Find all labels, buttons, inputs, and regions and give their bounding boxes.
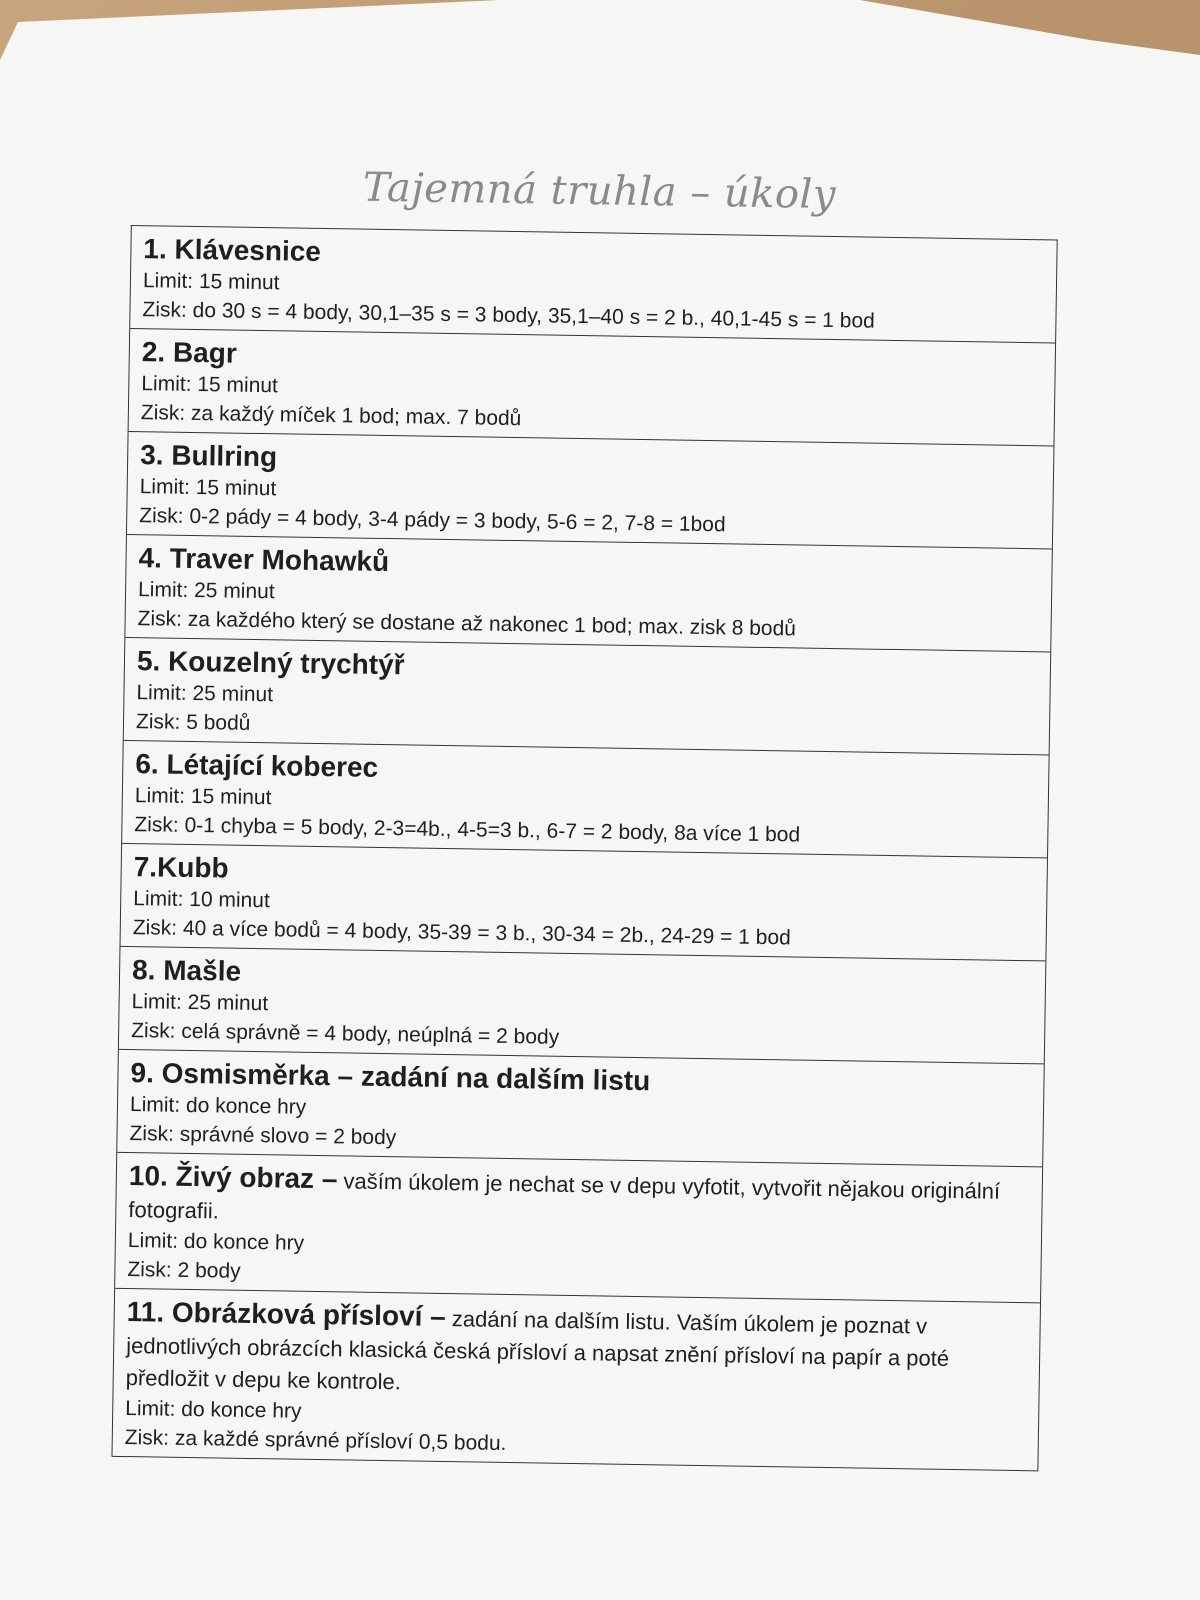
task-limit: Limit: 15 minut <box>134 784 272 810</box>
task-row <box>129 329 1056 447</box>
task-name: 6. Létající koberec <box>135 748 379 783</box>
task-limit: Limit: do konce hry <box>125 1397 302 1423</box>
task-name: 1. Klávesnice <box>143 233 322 267</box>
task-row <box>120 844 1047 962</box>
task-zisk: Zisk: za každé správné přísloví 0,5 bodu. <box>124 1426 507 1456</box>
task-row <box>127 432 1054 550</box>
task-zisk: Zisk: za každého který se dostane až nakonec 1 bod; max. zisk 8 bodů <box>137 607 797 641</box>
document <box>49 150 1129 1472</box>
task-row <box>117 1050 1044 1168</box>
task-limit: Limit: 25 minut <box>131 990 269 1016</box>
task-limit: Limit: do konce hry <box>129 1093 307 1119</box>
task-zisk: Zisk: 0-2 pády = 4 body, 3-4 pády = 3 body, 5-6 = 2, 7-8 = 1bod <box>139 504 726 537</box>
task-name: 9. Osmisměrka – zadání na dalším listu <box>130 1057 651 1097</box>
task-name: 7.Kubb <box>133 851 229 884</box>
task-limit: Limit: 15 minut <box>141 372 279 398</box>
task-row <box>119 947 1046 1065</box>
task-row <box>130 226 1057 344</box>
task-limit: Limit: 15 minut <box>139 475 277 501</box>
task-zisk: Zisk: do 30 s = 4 body, 30,1–35 s = 3 body, 35,1–40 s = 2 b., 40,1-45 s = 1 bod <box>142 298 875 333</box>
task-row <box>125 535 1052 653</box>
task-name: 10. Živý obraz – <box>128 1160 338 1195</box>
task-row <box>122 741 1049 859</box>
document-title: Tajemná truhla – úkoly <box>362 164 837 219</box>
task-name: 4. Traver Mohawků <box>138 542 390 578</box>
task-name: 11. Obrázková přísloví – <box>126 1296 447 1333</box>
task-zisk: Zisk: správné slovo = 2 body <box>129 1122 397 1150</box>
task-zisk: Zisk: za každý míček 1 bod; max. 7 bodů <box>140 401 522 431</box>
task-row <box>115 1153 1042 1304</box>
task-table <box>111 225 1057 1471</box>
task-note: zadání na dalším listu. Vaším úkolem je poznat v jednotlivých obrázcích klasická česká přísloví a napsat znění přísloví na papír a poté předložit v depu ke kontrole. <box>125 1306 950 1395</box>
task-limit: Limit: do konce hry <box>127 1229 305 1255</box>
task-note: vaším úkolem je nechat se v depu vyfotit, vytvořit nějakou originální fotografii. <box>128 1168 1001 1224</box>
task-description <box>125 1295 1027 1408</box>
task-zisk: Zisk: 2 body <box>127 1258 241 1283</box>
task-name: 5. Kouzelný trychtýř <box>136 645 405 681</box>
task-limit: Limit: 10 minut <box>133 887 270 913</box>
task-row <box>124 638 1051 756</box>
task-zisk: Zisk: 40 a více bodů = 4 body, 35-39 = 3 b., 30-34 = 2b., 24-29 = 1 bod <box>132 916 791 950</box>
task-row <box>112 1289 1040 1472</box>
task-name: 8. Mašle <box>131 954 242 987</box>
task-name: 2. Bagr <box>141 336 238 369</box>
task-zisk: Zisk: 0-1 chyba = 5 body, 2-3=4b., 4-5=3 b., 6-7 = 2 body, 8a více 1 bod <box>134 813 801 847</box>
task-limit: Limit: 25 minut <box>137 578 275 604</box>
task-zisk: Zisk: 5 bodů <box>135 710 251 735</box>
task-limit: Limit: 25 minut <box>136 681 274 707</box>
task-zisk: Zisk: celá správně = 4 body, neúplná = 2 body <box>130 1019 560 1049</box>
task-limit: Limit: 15 minut <box>142 269 280 295</box>
task-name: 3. Bullring <box>139 439 278 473</box>
